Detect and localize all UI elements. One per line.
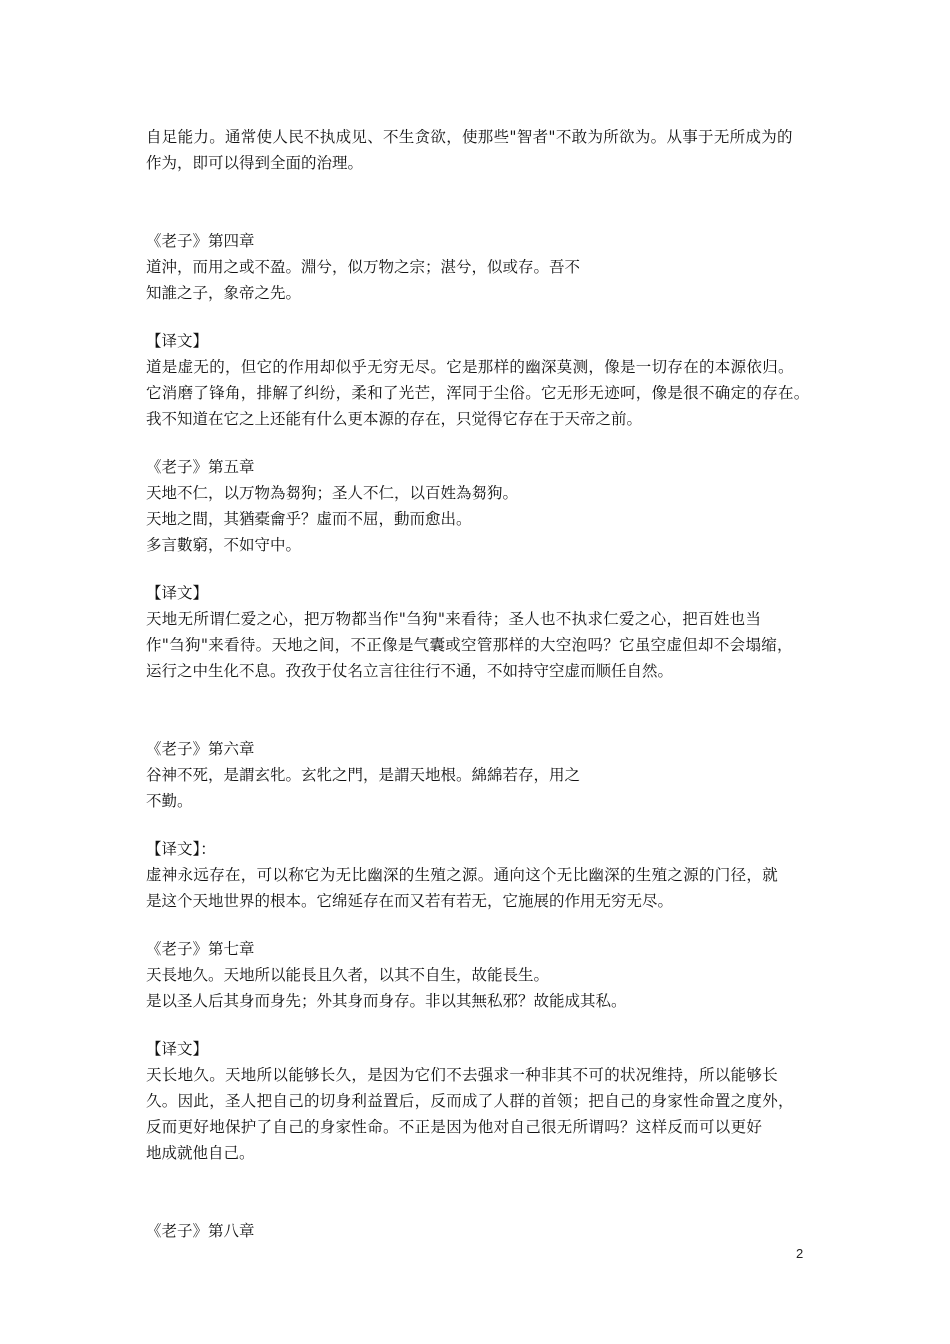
intro-line-1: 自足能力。通常使人民不执成见、不生贪欲，使那些"智者"不敢为所欲为。从事于无所成为的 bbox=[146, 128, 793, 146]
chapter-6-translation-2: 是这个天地世界的根本。它绵延存在而又若有若无，它施展的作用无穷无尽。 bbox=[146, 892, 674, 910]
chapter-4-text-1: 道沖，而用之或不盈。淵兮，似万物之宗；湛兮，似或存。吾不 bbox=[146, 258, 581, 276]
chapter-5-text-3: 多言數窮，不如守中。 bbox=[146, 536, 302, 554]
spacer bbox=[146, 432, 826, 454]
page-number: 2 bbox=[796, 1246, 804, 1261]
chapter-5-translation-3: 运行之中生化不息。孜孜于仗名立言往往行不通，不如持守空虚而顺任自然。 bbox=[146, 662, 674, 680]
chapter-4-title: 《老子》第四章 bbox=[146, 232, 255, 250]
chapter-4-translation-1: 道是虚无的，但它的作用却似乎无穷无尽。它是那样的幽深莫测，像是一切存在的本源依归。 bbox=[146, 358, 794, 376]
page-content bbox=[146, 124, 826, 1244]
intro-line-2: 作为，即可以得到全面的治理。 bbox=[146, 154, 364, 172]
chapter-6-title: 《老子》第六章 bbox=[146, 740, 255, 758]
chapter-5-translation-1: 天地无所谓仁爱之心，把万物都当作"刍狗"来看待；圣人也不执求仁爱之心，把百姓也当 bbox=[146, 610, 762, 628]
chapter-6-text-2: 不勤。 bbox=[146, 792, 193, 810]
spacer bbox=[146, 306, 826, 328]
chapter-5-title: 《老子》第五章 bbox=[146, 458, 255, 476]
chapter-4-text-2: 知誰之子，象帝之先。 bbox=[146, 284, 302, 302]
spacer bbox=[146, 1166, 826, 1218]
chapter-4-translation-3: 我不知道在它之上还能有什么更本源的存在，只觉得它存在于天帝之前。 bbox=[146, 410, 643, 428]
chapter-7-translation-2: 久。因此，圣人把自己的切身利益置后，反而成了人群的首领；把自己的身家性命置之度外， bbox=[146, 1092, 794, 1110]
chapter-7-translation-3: 反而更好地保护了自己的身家性命。不正是因为他对自己很无所谓吗？这样反而可以更好 bbox=[146, 1118, 763, 1136]
chapter-6-text-1: 谷神不死，是謂玄牝。玄牝之門，是謂天地根。綿綿若存，用之 bbox=[146, 766, 581, 784]
chapter-8-title: 《老子》第八章 bbox=[146, 1222, 255, 1240]
chapter-7-text-2: 是以圣人后其身而身先；外其身而身存。非以其無私邪？故能成其私。 bbox=[146, 992, 627, 1010]
spacer bbox=[146, 1014, 826, 1036]
chapter-4-translation-2: 它消磨了锋角，排解了纠纷，柔和了光芒，浑同于尘俗。它无形无迹呵，像是很不确定的存在。 bbox=[146, 384, 810, 402]
chapter-4-translation-label: 【译文】 bbox=[146, 332, 209, 350]
chapter-6-translation-label: 【译文】： bbox=[146, 840, 216, 858]
chapter-7-text-1: 天長地久。天地所以能長且久者，以其不自生，故能長生。 bbox=[146, 966, 550, 984]
spacer bbox=[146, 814, 826, 836]
chapter-7-translation-4: 地成就他自己。 bbox=[146, 1144, 255, 1162]
chapter-6-translation-1: 虚神永远存在，可以称它为无比幽深的生殖之源。通向这个无比幽深的生殖之源的门径，就 bbox=[146, 866, 779, 884]
spacer bbox=[146, 684, 826, 736]
chapter-7-translation-label: 【译文】 bbox=[146, 1040, 209, 1058]
chapter-7-translation-1: 天长地久。天地所以能够长久，是因为它们不去强求一种非其不可的状况维持，所以能够长 bbox=[146, 1066, 779, 1084]
chapter-5-translation-2: 作"刍狗"来看待。天地之间，不正像是气囊或空管那样的大空泡吗？它虽空虚但却不会塌缩， bbox=[146, 636, 793, 654]
spacer bbox=[146, 914, 826, 936]
chapter-5-translation-label: 【译文】 bbox=[146, 584, 209, 602]
chapter-5-text-1: 天地不仁，以万物為芻狗；圣人不仁，以百姓為芻狗。 bbox=[146, 484, 519, 502]
chapter-5-text-2: 天地之間，其猶橐龠乎？虛而不屈，動而愈出。 bbox=[146, 510, 472, 528]
chapter-7-title: 《老子》第七章 bbox=[146, 940, 255, 958]
spacer bbox=[146, 558, 826, 580]
spacer bbox=[146, 176, 826, 228]
